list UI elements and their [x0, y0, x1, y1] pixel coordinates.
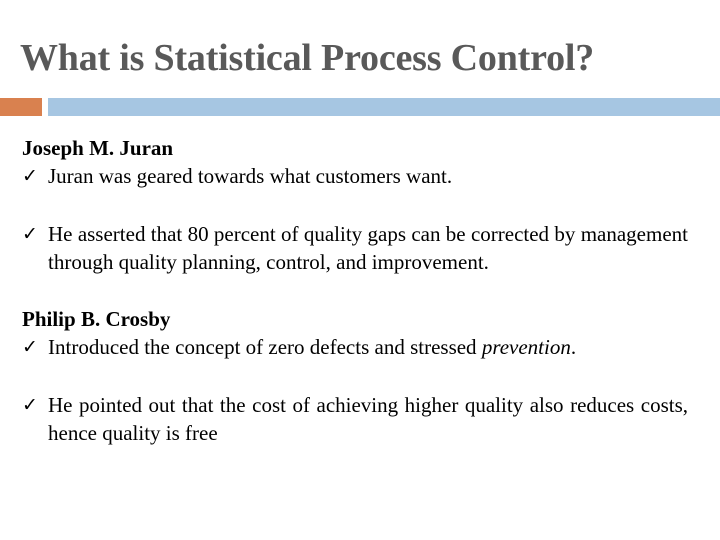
bullet-item	[22, 333, 688, 361]
bullet-item	[22, 391, 688, 447]
checkmark-icon: ✓	[22, 223, 38, 245]
checkmark-icon: ✓	[22, 336, 38, 358]
accent-bar	[0, 98, 42, 116]
emphasis-text: prevention	[481, 335, 571, 359]
bullet-text-part: Introduced the concept of zero defects and stressed	[48, 335, 482, 359]
header-divider-bar	[48, 98, 720, 116]
slide-body	[22, 134, 688, 447]
bullet-text: He asserted that 80 percent of quality gaps can be corrected by management through quality planning, control, and improvement.	[48, 222, 688, 274]
section-heading-juran: Joseph M. Juran	[22, 136, 174, 160]
bullet-text	[48, 333, 688, 361]
slide-title: What is Statistical Process Control?	[20, 37, 595, 79]
bullet-text-part: .	[570, 335, 577, 359]
bullet-item	[22, 162, 688, 190]
bullet-text: Juran was geared towards what customers want.	[48, 164, 453, 188]
checkmark-icon: ✓	[22, 394, 38, 416]
bullet-item	[22, 220, 688, 276]
bullet-text: He pointed out that the cost of achieving higher quality also reduces costs, hence quality is free	[48, 393, 688, 445]
checkmark-icon: ✓	[22, 165, 38, 187]
section-heading-crosby: Philip B. Crosby	[22, 307, 171, 331]
